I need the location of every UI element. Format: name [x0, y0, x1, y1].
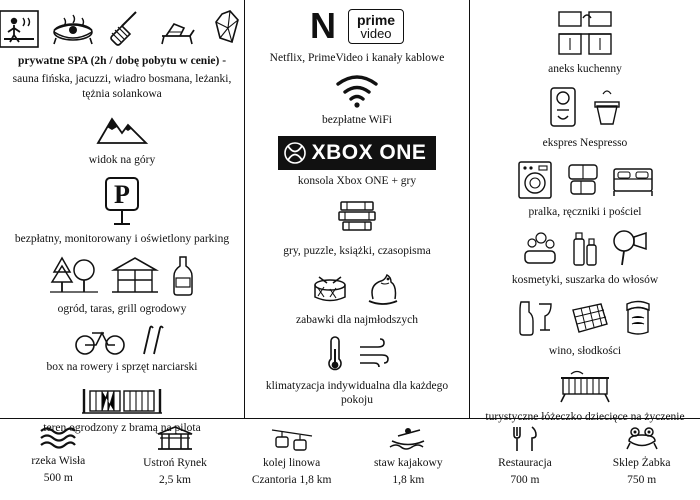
- nearby-shop-distance: 750 m: [627, 474, 657, 487]
- coffee-capsules-icon: [591, 84, 625, 132]
- mountains-icons: [94, 109, 150, 149]
- kitchen-icons: [555, 8, 615, 58]
- amenity-wine: [476, 296, 694, 366]
- amenity-spa: [6, 8, 238, 109]
- nearby-places-footer: [0, 418, 700, 500]
- cosmetics-caption: kosmetyki, suszarka do włosów: [511, 274, 659, 287]
- toys-caption: zabawki dla najmłodszych: [296, 313, 418, 326]
- garden-caption: ogród, taras, grill ogrodowy: [57, 302, 187, 315]
- amenity-baby-cot: [476, 366, 694, 432]
- hairdryer-icon: [610, 227, 650, 269]
- toys-icons: [309, 267, 405, 309]
- bike-box-icons: [74, 324, 170, 356]
- fenced-area-caption: teren ogrodzony z bramą na pilota: [43, 421, 201, 434]
- towels-icon: [565, 159, 601, 201]
- amenity-mountain-view: [6, 109, 238, 175]
- bottles-icon: [570, 227, 600, 269]
- amenity-parking: [6, 176, 238, 254]
- amenity-laundry: [476, 159, 694, 227]
- frog-icon: [625, 425, 659, 453]
- trees-icon: [48, 254, 100, 298]
- soap-icon: [520, 227, 560, 269]
- toy-horse-icon: [361, 267, 405, 309]
- parking-sign-icon: [100, 176, 144, 228]
- kayak-icon: [386, 425, 430, 453]
- mountain-view-caption: widok na góry: [88, 154, 156, 167]
- svg-text:P: P: [114, 179, 130, 209]
- amenity-games: [251, 196, 463, 266]
- nearby-restaurant-distance: 700 m: [510, 474, 540, 487]
- skis-icon: [136, 324, 170, 356]
- spa-caption-bold: prywatne SPA (2h / dobę pobytu w cenie) -: [17, 55, 227, 67]
- nespresso-icons: [545, 84, 625, 132]
- cutlery-icon: [510, 425, 540, 453]
- amenity-climate: [251, 335, 463, 416]
- amenity-wifi: [251, 73, 463, 135]
- drum-icon: [309, 267, 351, 309]
- nearby-cable-car-distance: Czantoria 1,8 km: [251, 474, 332, 487]
- jacuzzi-icon: [50, 8, 96, 50]
- tv-logos: [309, 5, 404, 47]
- nearby-cable-car-name: kolej linowa: [263, 457, 321, 469]
- nespresso-caption: ekspres Nespresso: [542, 137, 628, 150]
- parking-icons: [100, 176, 144, 228]
- cable-car-icon: [270, 425, 314, 453]
- salt-crystal-icon: [210, 8, 246, 50]
- amenity-bike-box: [6, 324, 238, 382]
- washing-machine-icon: [515, 159, 555, 201]
- nearby-item-restaurant: [470, 425, 580, 488]
- nearby-item-market: [120, 425, 230, 488]
- gazebo-icon: [110, 254, 160, 298]
- bed-linen-icon: [611, 159, 655, 201]
- nearby-item-kayak-pond: [353, 425, 463, 488]
- nearby-pond-distance: 1,8 km: [392, 474, 425, 487]
- column-right: [470, 0, 700, 423]
- sauna-icon: [0, 8, 40, 50]
- column-middle: [245, 0, 470, 418]
- spa-icons: [0, 8, 246, 50]
- nearby-item-shop: [587, 425, 697, 488]
- wifi-icon: [334, 73, 380, 109]
- xbox-caption: konsola Xbox ONE + gry: [297, 174, 417, 187]
- prime-video-logo: prime video: [348, 9, 404, 44]
- thermometer-icon: [322, 335, 346, 375]
- mountains-icon: [94, 109, 150, 149]
- wifi-icons: [334, 73, 380, 109]
- laundry-caption: pralka, ręczniki i pościel: [528, 205, 642, 218]
- kitchen-caption: aneks kuchenny: [548, 63, 622, 75]
- chocolate-icon: [567, 296, 611, 340]
- lounger-icon: [156, 8, 200, 50]
- nearby-shop-name: Sklep Żabka: [612, 457, 671, 469]
- pavilion-icon: [156, 425, 194, 453]
- column-left: [0, 0, 245, 434]
- nearby-item-cable-car: [237, 425, 347, 488]
- nearby-restaurant-name: Restauracja: [498, 457, 552, 469]
- laundry-icons: [515, 159, 655, 201]
- climate-caption: klimatyzacja indywidualna dla każdego pokoju: [265, 379, 449, 407]
- waves-icon: [38, 425, 78, 451]
- nearby-river-distance: 500 m: [43, 472, 73, 485]
- amenity-xbox: [251, 136, 463, 196]
- bottle-icon: [170, 254, 196, 298]
- nearby-pond-name: staw kajakowy: [373, 457, 443, 469]
- gate-icons: [80, 383, 164, 417]
- nearby-market-name: Ustroń Rynek: [143, 457, 207, 469]
- nearby-river-name: rzeka Wisła: [31, 455, 86, 467]
- xbox-one-logo: XBOX ONE: [278, 136, 437, 170]
- cot-icons: [555, 366, 615, 406]
- bike-box-caption: box na rowery i sprzęt narciarski: [46, 361, 198, 374]
- cot-caption: turystyczne łóżeczko dziecięce na życzenie: [485, 410, 685, 423]
- baby-cot-icon: [555, 366, 615, 406]
- parking-caption: bezpłatny, monitorowany i oświetlony parking: [14, 232, 230, 245]
- kitchen-unit-icon: [555, 8, 615, 58]
- gate-icon: [80, 383, 164, 417]
- bicycle-icon: [74, 324, 126, 356]
- spa-caption: sauna fińska, jacuzzi, wiadro bosmana, leżanki, tężnia solankowa: [12, 73, 232, 100]
- wine-caption: wino, słodkości: [548, 344, 622, 357]
- amenity-cosmetics: [476, 227, 694, 295]
- wifi-caption: bezpłatne WiFi: [322, 114, 392, 127]
- nearby-item-river: [3, 425, 113, 486]
- netflix-logo: N: [309, 5, 334, 46]
- wine-icons: [515, 296, 655, 340]
- amenity-kitchen: [476, 8, 694, 84]
- books-icon: [333, 196, 381, 240]
- amenity-nespresso: [476, 84, 694, 158]
- climate-icons: [322, 335, 392, 375]
- amenity-tv: [251, 5, 463, 73]
- games-caption: gry, puzzle, książki, czasopisma: [283, 245, 431, 258]
- jam-jar-icon: [621, 296, 655, 340]
- books-icons: [333, 196, 381, 240]
- cosmetics-icons: [520, 227, 650, 269]
- air-flow-icon: [356, 335, 392, 375]
- nearby-market-distance: 2,5 km: [159, 474, 191, 487]
- coffee-machine-icon: [545, 84, 581, 132]
- broom-icon: [106, 8, 146, 50]
- garden-icons: [48, 254, 196, 298]
- amenity-toys: [251, 267, 463, 335]
- xbox-logo-wrap: [278, 136, 437, 170]
- amenity-garden: [6, 254, 238, 324]
- tv-caption: Netflix, PrimeVideo i kanały kablowe: [269, 52, 445, 64]
- wine-icon: [515, 296, 557, 340]
